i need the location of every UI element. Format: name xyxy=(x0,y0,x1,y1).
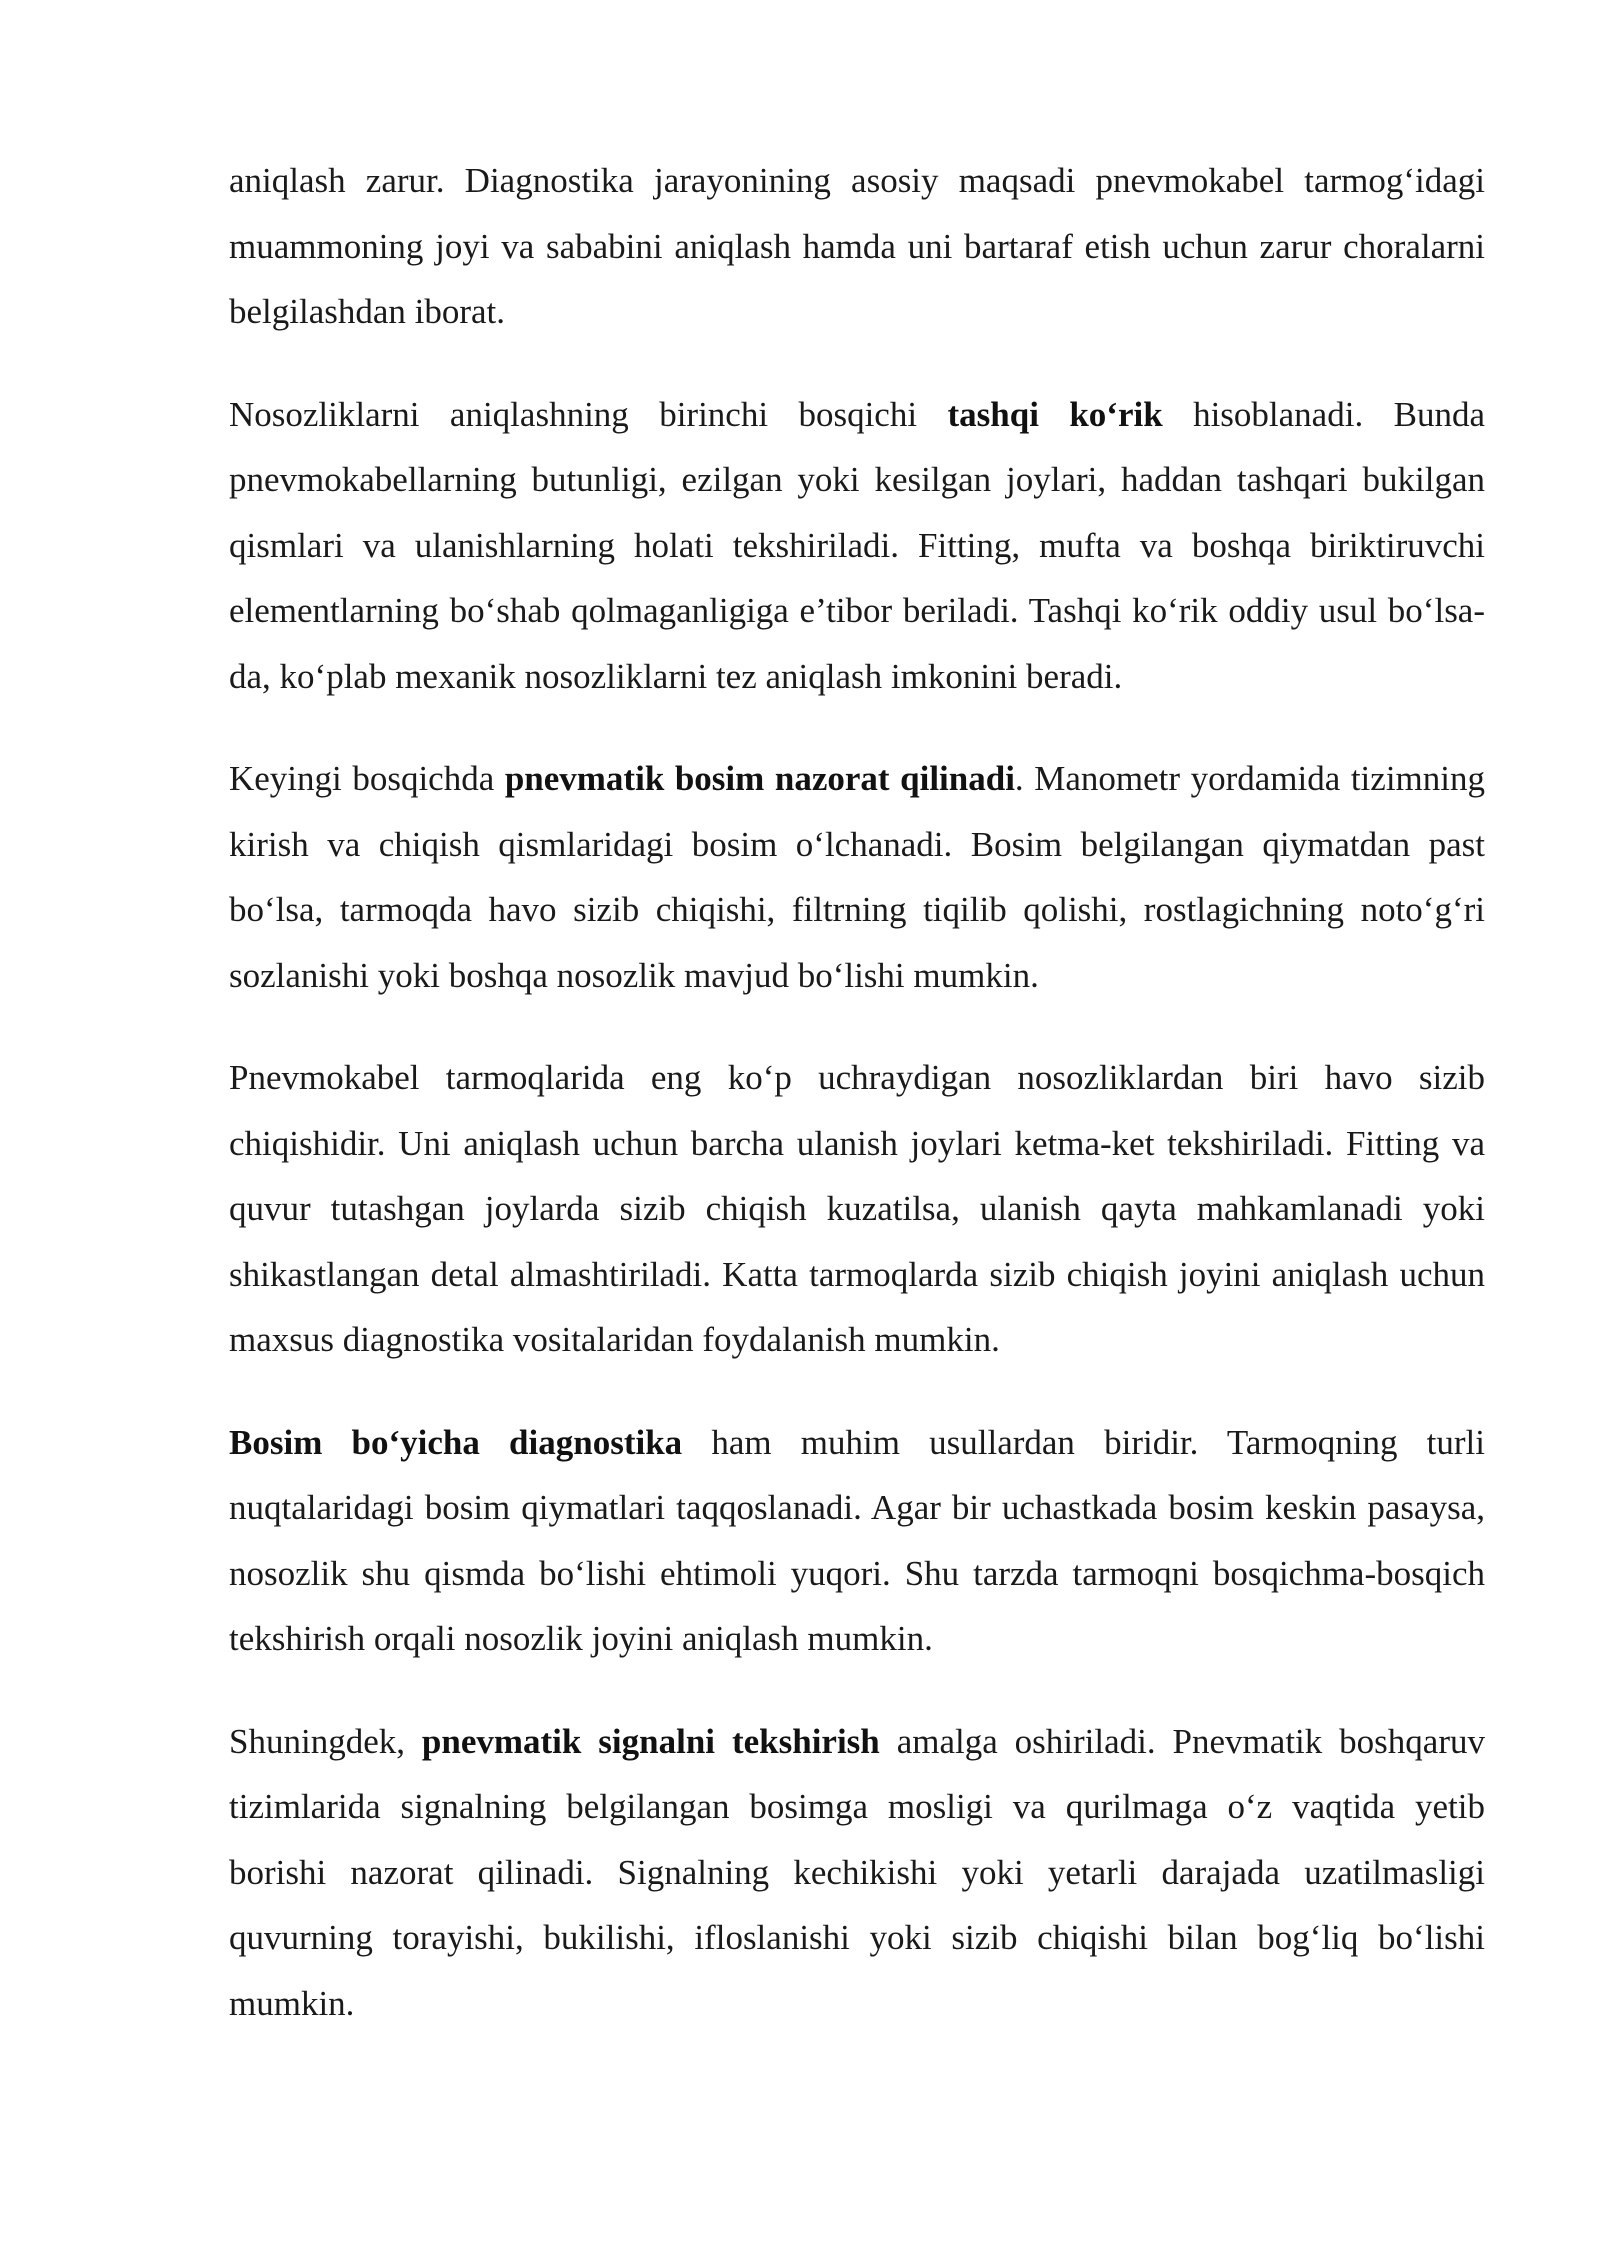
bold-term: Bosim bo‘yicha diagnostika xyxy=(229,1422,683,1462)
paragraph-text: Keyingi bosqichda xyxy=(229,759,505,798)
paragraph-text: Shuningdek, xyxy=(229,1721,422,1761)
bold-term: pnevmatik bosim nazorat qilinadi xyxy=(504,759,1015,798)
paragraph-text: . Manometr yordamida tizimning kirish va chiqish qismlaridagi bosim o‘lchanadi. Bosim belgilangan qiymatdan past bo‘lsa, tarmoqda havo sizib chiqishi, filtrning tiqilib qolishi, rostlagichning noto‘g‘ri sozlanishi yoki boshqa nosozlik mavjud bo‘lishi mumkin. xyxy=(229,759,1485,995)
paragraph-text: Nosozliklarni aniqlashning birinchi bosqichi xyxy=(229,394,948,434)
paragraph-text: aniqlash zarur. Diagnostika jarayonining asosiy maqsadi pnevmokabel tarmog‘idagi muammoning joyi va sababini aniqlash hamda uni bartaraf etish uchun zarur choralarni belgilashdan iborat. xyxy=(229,161,1485,331)
paragraph-text: hisoblanadi. Bunda pnevmokabellarning butunligi, ezilgan yoki kesilgan joylari, haddan tashqari bukilgan qismlari va ulanishlarning holati tekshiriladi. Fitting, mufta va boshqa biriktiruvchi elementlarning bo‘shab qolmaganligiga e’tibor beriladi. Tashqi ko‘rik oddiy usul bo‘lsa-da, ko‘plab mexanik nosozliklarni tez aniqlash imkonini beradi. xyxy=(229,394,1485,696)
paragraph-text: amalga oshiriladi. Pnevmatik boshqaruv tizimlarida signalning belgilangan bosimga mosligi va qurilmaga o‘z vaqtida yetib borishi nazorat qilinadi. Signalning kechikishi yoki yetarli darajada uzatilmasligi quvurning torayishi, bukilishi, ifloslanishi yoki sizib chiqishi bilan bog‘liq bo‘lishi mumkin. xyxy=(229,1721,1485,2023)
paragraph-2 xyxy=(229,382,1485,710)
paragraph-1 xyxy=(229,148,1485,345)
bold-term: tashqi ko‘rik xyxy=(947,394,1163,434)
paragraph-3 xyxy=(229,746,1485,1008)
paragraph-5 xyxy=(229,1410,1485,1672)
document-body xyxy=(229,148,1485,2036)
paragraph-4 xyxy=(229,1045,1485,1373)
paragraph-text: ham muhim usullardan biridir. Tarmoqning turli nuqtalaridagi bosim qiymatlari taqqoslanadi. Agar bir uchastkada bosim keskin pasaysa, nosozlik shu qismda bo‘lishi ehtimoli yuqori. Shu tarzda tarmoqni bosqichma-bosqich tekshirish orqali nosozlik joyini aniqlash mumkin. xyxy=(229,1422,1486,1658)
bold-term: pnevmatik signalni tekshirish xyxy=(421,1721,880,1761)
paragraph-6 xyxy=(229,1709,1485,2037)
paragraph-text: Pnevmokabel tarmoqlarida eng ko‘p uchraydigan nosozliklardan biri havo sizib chiqishidir. Uni aniqlash uchun barcha ulanish joylari ketma-ket tekshiriladi. Fitting va quvur tutashgan joylarda sizib chiqish kuzatilsa, ulanish qayta mahkamlanadi yoki shikastlangan detal almashtiriladi. Katta tarmoqlarda sizib chiqish joyini aniqlash uchun maxsus diagnostika vositalaridan foydalanish mumkin. xyxy=(229,1058,1485,1359)
